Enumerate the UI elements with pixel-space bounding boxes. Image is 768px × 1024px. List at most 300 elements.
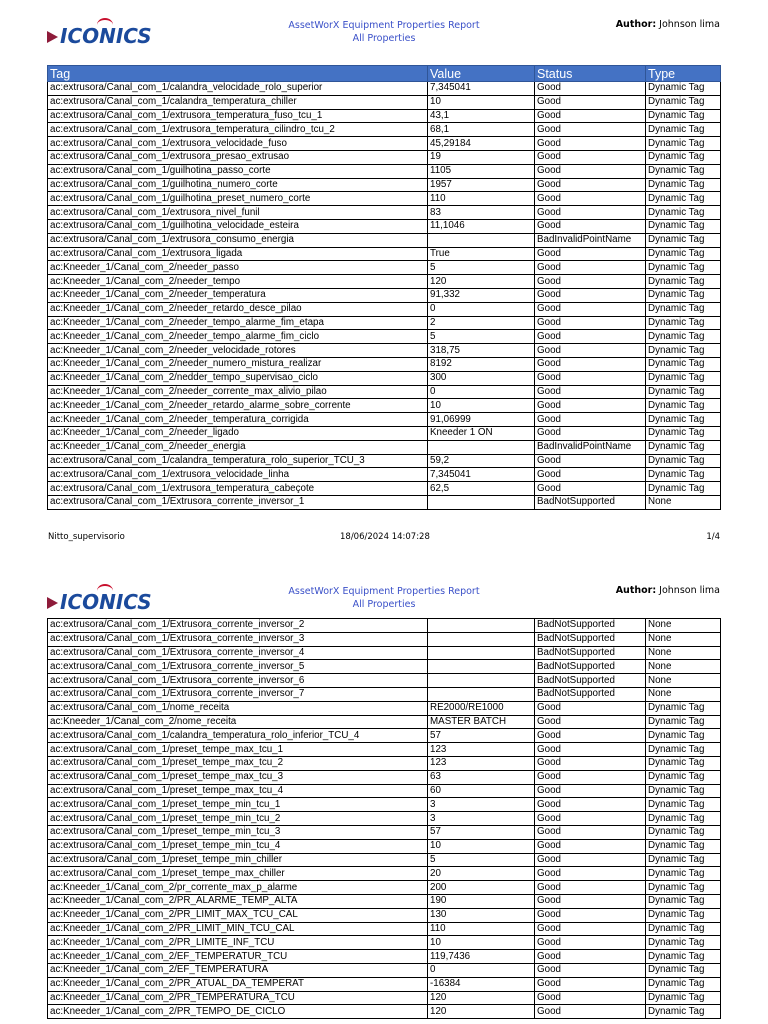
cell-tag: ac:Kneeder_1/Canal_com_2/PR_LIMITE_INF_TCU — [48, 936, 428, 950]
cell-status: Good — [535, 715, 646, 729]
cell-value: 91,332 — [428, 288, 535, 302]
table-row — [48, 178, 721, 192]
cell-status: Good — [535, 344, 646, 358]
cell-type: Dynamic Tag — [646, 715, 721, 729]
cell-type: None — [646, 495, 721, 509]
cell-tag: ac:extrusora/Canal_com_1/guilhotina_preset_numero_corte — [48, 192, 428, 206]
cell-tag: ac:extrusora/Canal_com_1/preset_tempe_max_tcu_2 — [48, 756, 428, 770]
cell-status: Good — [535, 261, 646, 275]
cell-value: 120 — [428, 991, 535, 1005]
cell-type: Dynamic Tag — [646, 798, 721, 812]
cell-tag: ac:extrusora/Canal_com_1/preset_tempe_max_tcu_3 — [48, 770, 428, 784]
table-row — [48, 330, 721, 344]
cell-type: Dynamic Tag — [646, 812, 721, 826]
table-row — [48, 701, 721, 715]
cell-value: 7,345041 — [428, 82, 535, 96]
cell-type: Dynamic Tag — [646, 867, 721, 881]
cell-status: Good — [535, 908, 646, 922]
cell-type: Dynamic Tag — [646, 950, 721, 964]
cell-tag: ac:extrusora/Canal_com_1/extrusora_velocidade_linha — [48, 468, 428, 482]
cell-status: Good — [535, 825, 646, 839]
cell-status: Good — [535, 426, 646, 440]
cell-type: Dynamic Tag — [646, 894, 721, 908]
cell-type: Dynamic Tag — [646, 825, 721, 839]
cell-value: Kneeder 1 ON — [428, 426, 535, 440]
cell-value: -16384 — [428, 977, 535, 991]
cell-type: Dynamic Tag — [646, 219, 721, 233]
cell-type: Dynamic Tag — [646, 482, 721, 496]
cell-value: RE2000/RE1000 — [428, 701, 535, 715]
cell-type: Dynamic Tag — [646, 95, 721, 109]
table-row — [48, 963, 721, 977]
cell-tag: ac:extrusora/Canal_com_1/extrusora_presao_extrusao — [48, 150, 428, 164]
author-name: Johnson lima — [659, 585, 720, 596]
cell-tag: ac:extrusora/Canal_com_1/extrusora_velocidade_fuso — [48, 137, 428, 151]
cell-value: 83 — [428, 206, 535, 220]
cell-status: Good — [535, 936, 646, 950]
cell-value: 5 — [428, 330, 535, 344]
cell-value: 5 — [428, 853, 535, 867]
cell-type: Dynamic Tag — [646, 206, 721, 220]
cell-tag: ac:extrusora/Canal_com_1/preset_tempe_min_tcu_3 — [48, 825, 428, 839]
table-row — [48, 192, 721, 206]
cell-type: Dynamic Tag — [646, 936, 721, 950]
cell-tag: ac:Kneeder_1/Canal_com_2/needer_energia — [48, 440, 428, 454]
cell-status: Good — [535, 385, 646, 399]
cell-status: Good — [535, 82, 646, 96]
cell-value: 68,1 — [428, 123, 535, 137]
cell-tag: ac:Kneeder_1/Canal_com_2/needer_corrente_max_alivio_pilao — [48, 385, 428, 399]
cell-tag: ac:extrusora/Canal_com_1/preset_tempe_max_tcu_1 — [48, 743, 428, 757]
cell-tag: ac:extrusora/Canal_com_1/preset_tempe_max_tcu_4 — [48, 784, 428, 798]
table-row — [48, 275, 721, 289]
table-row — [48, 619, 721, 633]
table-row — [48, 454, 721, 468]
cell-type: Dynamic Tag — [646, 371, 721, 385]
cell-type: Dynamic Tag — [646, 454, 721, 468]
table-row — [48, 977, 721, 991]
cell-value: 130 — [428, 908, 535, 922]
cell-tag: ac:Kneeder_1/Canal_com_2/PR_TEMPERATURA_TCU — [48, 991, 428, 1005]
table-row — [48, 812, 721, 826]
cell-tag: ac:Kneeder_1/Canal_com_2/PR_LIMIT_MIN_TCU_CAL — [48, 922, 428, 936]
cell-type: Dynamic Tag — [646, 729, 721, 743]
author-name: Johnson lima — [659, 19, 720, 30]
cell-status: Good — [535, 812, 646, 826]
cell-tag: ac:extrusora/Canal_com_1/extrusora_temperatura_cabeçote — [48, 482, 428, 496]
cell-status: Good — [535, 991, 646, 1005]
cell-tag: ac:extrusora/Canal_com_1/extrusora_consumo_energia — [48, 233, 428, 247]
cell-type: Dynamic Tag — [646, 302, 721, 316]
cell-value — [428, 660, 535, 674]
table-row — [48, 853, 721, 867]
cell-tag: ac:Kneeder_1/Canal_com_2/needer_velocidade_rotores — [48, 344, 428, 358]
table-row — [48, 233, 721, 247]
cell-status: Good — [535, 302, 646, 316]
cell-type: Dynamic Tag — [646, 357, 721, 371]
cell-value: 0 — [428, 963, 535, 977]
table-row — [48, 756, 721, 770]
cell-value: 10 — [428, 839, 535, 853]
cell-tag: ac:extrusora/Canal_com_1/calandra_temperatura_rolo_inferior_TCU_4 — [48, 729, 428, 743]
cell-tag: ac:Kneeder_1/Canal_com_2/EF_TEMPERATUR_TCU — [48, 950, 428, 964]
table-row — [48, 839, 721, 853]
cell-value — [428, 632, 535, 646]
cell-value: 8192 — [428, 357, 535, 371]
cell-value: 10 — [428, 399, 535, 413]
cell-status: BadInvalidPointName — [535, 233, 646, 247]
column-header-type: Type — [646, 66, 721, 82]
table-row — [48, 936, 721, 950]
cell-value: 3 — [428, 812, 535, 826]
cell-status: Good — [535, 963, 646, 977]
table-row — [48, 440, 721, 454]
cell-tag: ac:Kneeder_1/Canal_com_2/needer_temperatura_corrigida — [48, 413, 428, 427]
cell-value: 119,7436 — [428, 950, 535, 964]
table-row — [48, 206, 721, 220]
cell-value — [428, 687, 535, 701]
cell-value: 2 — [428, 316, 535, 330]
cell-value — [428, 619, 535, 633]
cell-status: Good — [535, 922, 646, 936]
cell-status: Good — [535, 178, 646, 192]
properties-table — [47, 65, 721, 510]
table-row — [48, 908, 721, 922]
page-footer — [0, 532, 768, 546]
column-header-value: Value — [428, 66, 535, 82]
cell-value: 60 — [428, 784, 535, 798]
cell-status: Good — [535, 219, 646, 233]
cell-status: Good — [535, 1005, 646, 1019]
cell-tag: ac:extrusora/Canal_com_1/Extrusora_corrente_inversor_7 — [48, 687, 428, 701]
cell-type: Dynamic Tag — [646, 413, 721, 427]
cell-type: Dynamic Tag — [646, 247, 721, 261]
table-row — [48, 371, 721, 385]
cell-type: Dynamic Tag — [646, 977, 721, 991]
cell-status: Good — [535, 867, 646, 881]
cell-value — [428, 495, 535, 509]
cell-type: Dynamic Tag — [646, 178, 721, 192]
cell-value: 0 — [428, 385, 535, 399]
iconics-logo — [47, 590, 152, 616]
cell-tag: ac:extrusora/Canal_com_1/extrusora_nivel_funil — [48, 206, 428, 220]
table-row — [48, 715, 721, 729]
cell-type: Dynamic Tag — [646, 701, 721, 715]
table-row — [48, 123, 721, 137]
cell-value: 190 — [428, 894, 535, 908]
cell-type: Dynamic Tag — [646, 468, 721, 482]
cell-status: BadNotSupported — [535, 495, 646, 509]
cell-status: Good — [535, 798, 646, 812]
cell-type: Dynamic Tag — [646, 385, 721, 399]
cell-value: MASTER BATCH — [428, 715, 535, 729]
table-row — [48, 687, 721, 701]
cell-value — [428, 233, 535, 247]
cell-status: Good — [535, 192, 646, 206]
cell-type: None — [646, 674, 721, 688]
cell-status: Good — [535, 454, 646, 468]
cell-status: BadNotSupported — [535, 632, 646, 646]
cell-tag: ac:extrusora/Canal_com_1/extrusora_temperatura_cilindro_tcu_2 — [48, 123, 428, 137]
cell-status: Good — [535, 330, 646, 344]
table-row — [48, 646, 721, 660]
cell-status: Good — [535, 784, 646, 798]
author-line — [616, 19, 720, 30]
cell-tag: ac:extrusora/Canal_com_1/preset_tempe_max_chiller — [48, 867, 428, 881]
cell-type: None — [646, 660, 721, 674]
footer-project: Nitto_supervisorio — [48, 532, 125, 542]
cell-value: 120 — [428, 1005, 535, 1019]
cell-status: Good — [535, 288, 646, 302]
cell-status: Good — [535, 701, 646, 715]
table-row — [48, 316, 721, 330]
cell-type: Dynamic Tag — [646, 82, 721, 96]
cell-status: Good — [535, 95, 646, 109]
cell-value: 5 — [428, 261, 535, 275]
cell-tag: ac:Kneeder_1/Canal_com_2/PR_ALARME_TEMP_ALTA — [48, 894, 428, 908]
cell-status: Good — [535, 729, 646, 743]
cell-type: None — [646, 619, 721, 633]
cell-type: Dynamic Tag — [646, 399, 721, 413]
report-title-block — [234, 585, 534, 611]
cell-tag: ac:extrusora/Canal_com_1/extrusora_temperatura_fuso_tcu_1 — [48, 109, 428, 123]
cell-status: BadNotSupported — [535, 646, 646, 660]
cell-status: Good — [535, 977, 646, 991]
cell-type: Dynamic Tag — [646, 330, 721, 344]
cell-value: 110 — [428, 922, 535, 936]
logo-text: ICONICS — [60, 24, 152, 48]
cell-type: Dynamic Tag — [646, 261, 721, 275]
cell-value: 57 — [428, 729, 535, 743]
cell-status: Good — [535, 853, 646, 867]
table-row — [48, 82, 721, 96]
table-row — [48, 137, 721, 151]
logo-arrow-icon — [47, 597, 58, 609]
report-subtitle: All Properties — [352, 599, 416, 610]
table-row — [48, 770, 721, 784]
cell-type: Dynamic Tag — [646, 344, 721, 358]
cell-tag: ac:Kneeder_1/Canal_com_2/needer_numero_mistura_realizar — [48, 357, 428, 371]
column-header-tag: Tag — [48, 66, 428, 82]
cell-tag: ac:Kneeder_1/Canal_com_2/needer_tempo_alarme_fim_etapa — [48, 316, 428, 330]
cell-value: 63 — [428, 770, 535, 784]
author-line — [616, 585, 720, 596]
cell-tag: ac:extrusora/Canal_com_1/Extrusora_corrente_inversor_6 — [48, 674, 428, 688]
report-title-block — [234, 19, 534, 45]
cell-status: Good — [535, 743, 646, 757]
cell-type: Dynamic Tag — [646, 440, 721, 454]
cell-type: Dynamic Tag — [646, 770, 721, 784]
table-row — [48, 413, 721, 427]
logo-text: ICONICS — [60, 590, 152, 614]
table-row — [48, 219, 721, 233]
cell-tag: ac:Kneeder_1/Canal_com_2/PR_ATUAL_DA_TEMPERAT — [48, 977, 428, 991]
properties-table — [47, 618, 721, 1019]
cell-type: Dynamic Tag — [646, 150, 721, 164]
cell-value: 123 — [428, 743, 535, 757]
cell-status: Good — [535, 399, 646, 413]
table-body — [48, 82, 721, 510]
column-header-status: Status — [535, 66, 646, 82]
cell-status: Good — [535, 247, 646, 261]
cell-type: Dynamic Tag — [646, 839, 721, 853]
cell-value: 62,5 — [428, 482, 535, 496]
cell-value: 59,2 — [428, 454, 535, 468]
cell-value: 3 — [428, 798, 535, 812]
cell-type: Dynamic Tag — [646, 192, 721, 206]
cell-type: None — [646, 646, 721, 660]
cell-tag: ac:extrusora/Canal_com_1/preset_tempe_min_tcu_2 — [48, 812, 428, 826]
table-row — [48, 482, 721, 496]
cell-tag: ac:Kneeder_1/Canal_com_2/nome_receita — [48, 715, 428, 729]
cell-value: 318,75 — [428, 344, 535, 358]
cell-tag: ac:Kneeder_1/Canal_com_2/pr_corrente_max_p_alarme — [48, 881, 428, 895]
cell-status: Good — [535, 881, 646, 895]
cell-value: 45,29184 — [428, 137, 535, 151]
table-row — [48, 950, 721, 964]
table-row — [48, 867, 721, 881]
cell-value: 0 — [428, 302, 535, 316]
cell-value: 43,1 — [428, 109, 535, 123]
cell-type: None — [646, 632, 721, 646]
logo-arrow-icon — [47, 31, 58, 43]
table-row — [48, 881, 721, 895]
table-row — [48, 109, 721, 123]
table-row — [48, 247, 721, 261]
cell-type: Dynamic Tag — [646, 908, 721, 922]
cell-tag: ac:Kneeder_1/Canal_com_2/needer_retardo_alarme_sobre_corrente — [48, 399, 428, 413]
cell-status: BadNotSupported — [535, 687, 646, 701]
cell-type: None — [646, 687, 721, 701]
cell-tag: ac:extrusora/Canal_com_1/Extrusora_corrente_inversor_4 — [48, 646, 428, 660]
cell-tag: ac:Kneeder_1/Canal_com_2/needer_tempo — [48, 275, 428, 289]
cell-tag: ac:extrusora/Canal_com_1/preset_tempe_min_tcu_1 — [48, 798, 428, 812]
cell-status: BadNotSupported — [535, 674, 646, 688]
cell-tag: ac:extrusora/Canal_com_1/calandra_temperatura_rolo_superior_TCU_3 — [48, 454, 428, 468]
cell-value: 7,345041 — [428, 468, 535, 482]
cell-value: 19 — [428, 150, 535, 164]
cell-value: 57 — [428, 825, 535, 839]
cell-status: Good — [535, 839, 646, 853]
author-label: Author: — [615, 19, 657, 30]
cell-type: Dynamic Tag — [646, 123, 721, 137]
cell-type: Dynamic Tag — [646, 426, 721, 440]
table-row — [48, 495, 721, 509]
cell-type: Dynamic Tag — [646, 316, 721, 330]
cell-status: Good — [535, 468, 646, 482]
table-row — [48, 344, 721, 358]
cell-tag: ac:extrusora/Canal_com_1/extrusora_ligada — [48, 247, 428, 261]
cell-tag: ac:Kneeder_1/Canal_com_2/needer_retardo_desce_pilao — [48, 302, 428, 316]
table-row — [48, 357, 721, 371]
cell-status: BadInvalidPointName — [535, 440, 646, 454]
cell-status: Good — [535, 756, 646, 770]
cell-tag: ac:extrusora/Canal_com_1/guilhotina_numero_corte — [48, 178, 428, 192]
table-row — [48, 660, 721, 674]
cell-tag: ac:extrusora/Canal_com_1/Extrusora_corrente_inversor_1 — [48, 495, 428, 509]
cell-value: 110 — [428, 192, 535, 206]
cell-status: Good — [535, 316, 646, 330]
cell-status: Good — [535, 950, 646, 964]
cell-status: Good — [535, 894, 646, 908]
cell-status: Good — [535, 164, 646, 178]
cell-tag: ac:extrusora/Canal_com_1/Extrusora_corrente_inversor_3 — [48, 632, 428, 646]
cell-tag: ac:extrusora/Canal_com_1/guilhotina_velocidade_esteira — [48, 219, 428, 233]
cell-status: Good — [535, 109, 646, 123]
table-row — [48, 991, 721, 1005]
cell-tag: ac:Kneeder_1/Canal_com_2/nedder_tempo_supervisao_ciclo — [48, 371, 428, 385]
cell-value: 11,1046 — [428, 219, 535, 233]
cell-tag: ac:extrusora/Canal_com_1/nome_receita — [48, 701, 428, 715]
table-row — [48, 302, 721, 316]
cell-value: 120 — [428, 275, 535, 289]
cell-value: 10 — [428, 936, 535, 950]
table-row — [48, 426, 721, 440]
cell-status: Good — [535, 137, 646, 151]
cell-type: Dynamic Tag — [646, 288, 721, 302]
cell-tag: ac:Kneeder_1/Canal_com_2/PR_TEMPO_DE_CICLO — [48, 1005, 428, 1019]
cell-tag: ac:extrusora/Canal_com_1/Extrusora_corrente_inversor_2 — [48, 619, 428, 633]
cell-type: Dynamic Tag — [646, 756, 721, 770]
report-title: AssetWorX Equipment Properties Report — [288, 20, 480, 31]
cell-type: Dynamic Tag — [646, 963, 721, 977]
cell-tag: ac:Kneeder_1/Canal_com_2/needer_passo — [48, 261, 428, 275]
cell-tag: ac:Kneeder_1/Canal_com_2/needer_tempo_alarme_fim_ciclo — [48, 330, 428, 344]
cell-value: 300 — [428, 371, 535, 385]
table-header-row — [48, 66, 721, 82]
cell-status: Good — [535, 357, 646, 371]
cell-tag: ac:Kneeder_1/Canal_com_2/needer_temperatura — [48, 288, 428, 302]
table-row — [48, 95, 721, 109]
table-row — [48, 922, 721, 936]
footer-timestamp: 18/06/2024 14:07:28 — [340, 532, 430, 542]
cell-value: 1105 — [428, 164, 535, 178]
cell-tag: ac:extrusora/Canal_com_1/guilhotina_passo_corte — [48, 164, 428, 178]
cell-status: Good — [535, 770, 646, 784]
cell-status: Good — [535, 413, 646, 427]
table-row — [48, 674, 721, 688]
cell-tag: ac:Kneeder_1/Canal_com_2/needer_ligado — [48, 426, 428, 440]
cell-type: Dynamic Tag — [646, 233, 721, 247]
table-row — [48, 261, 721, 275]
cell-type: Dynamic Tag — [646, 991, 721, 1005]
cell-tag: ac:extrusora/Canal_com_1/calandra_temperatura_chiller — [48, 95, 428, 109]
table-row — [48, 468, 721, 482]
cell-status: Good — [535, 371, 646, 385]
cell-tag: ac:extrusora/Canal_com_1/preset_tempe_min_chiller — [48, 853, 428, 867]
cell-value — [428, 674, 535, 688]
cell-value — [428, 646, 535, 660]
cell-type: Dynamic Tag — [646, 922, 721, 936]
cell-type: Dynamic Tag — [646, 881, 721, 895]
cell-value: 91,06999 — [428, 413, 535, 427]
table-row — [48, 798, 721, 812]
cell-type: Dynamic Tag — [646, 137, 721, 151]
cell-type: Dynamic Tag — [646, 743, 721, 757]
table-row — [48, 784, 721, 798]
cell-value — [428, 440, 535, 454]
cell-status: Good — [535, 275, 646, 289]
table-row — [48, 825, 721, 839]
cell-tag: ac:extrusora/Canal_com_1/preset_tempe_min_tcu_4 — [48, 839, 428, 853]
cell-value: True — [428, 247, 535, 261]
cell-tag: ac:Kneeder_1/Canal_com_2/EF_TEMPERATURA — [48, 963, 428, 977]
table-row — [48, 288, 721, 302]
cell-tag: ac:Kneeder_1/Canal_com_2/PR_LIMIT_MAX_TCU_CAL — [48, 908, 428, 922]
table-row — [48, 632, 721, 646]
cell-status: BadNotSupported — [535, 619, 646, 633]
cell-type: Dynamic Tag — [646, 109, 721, 123]
